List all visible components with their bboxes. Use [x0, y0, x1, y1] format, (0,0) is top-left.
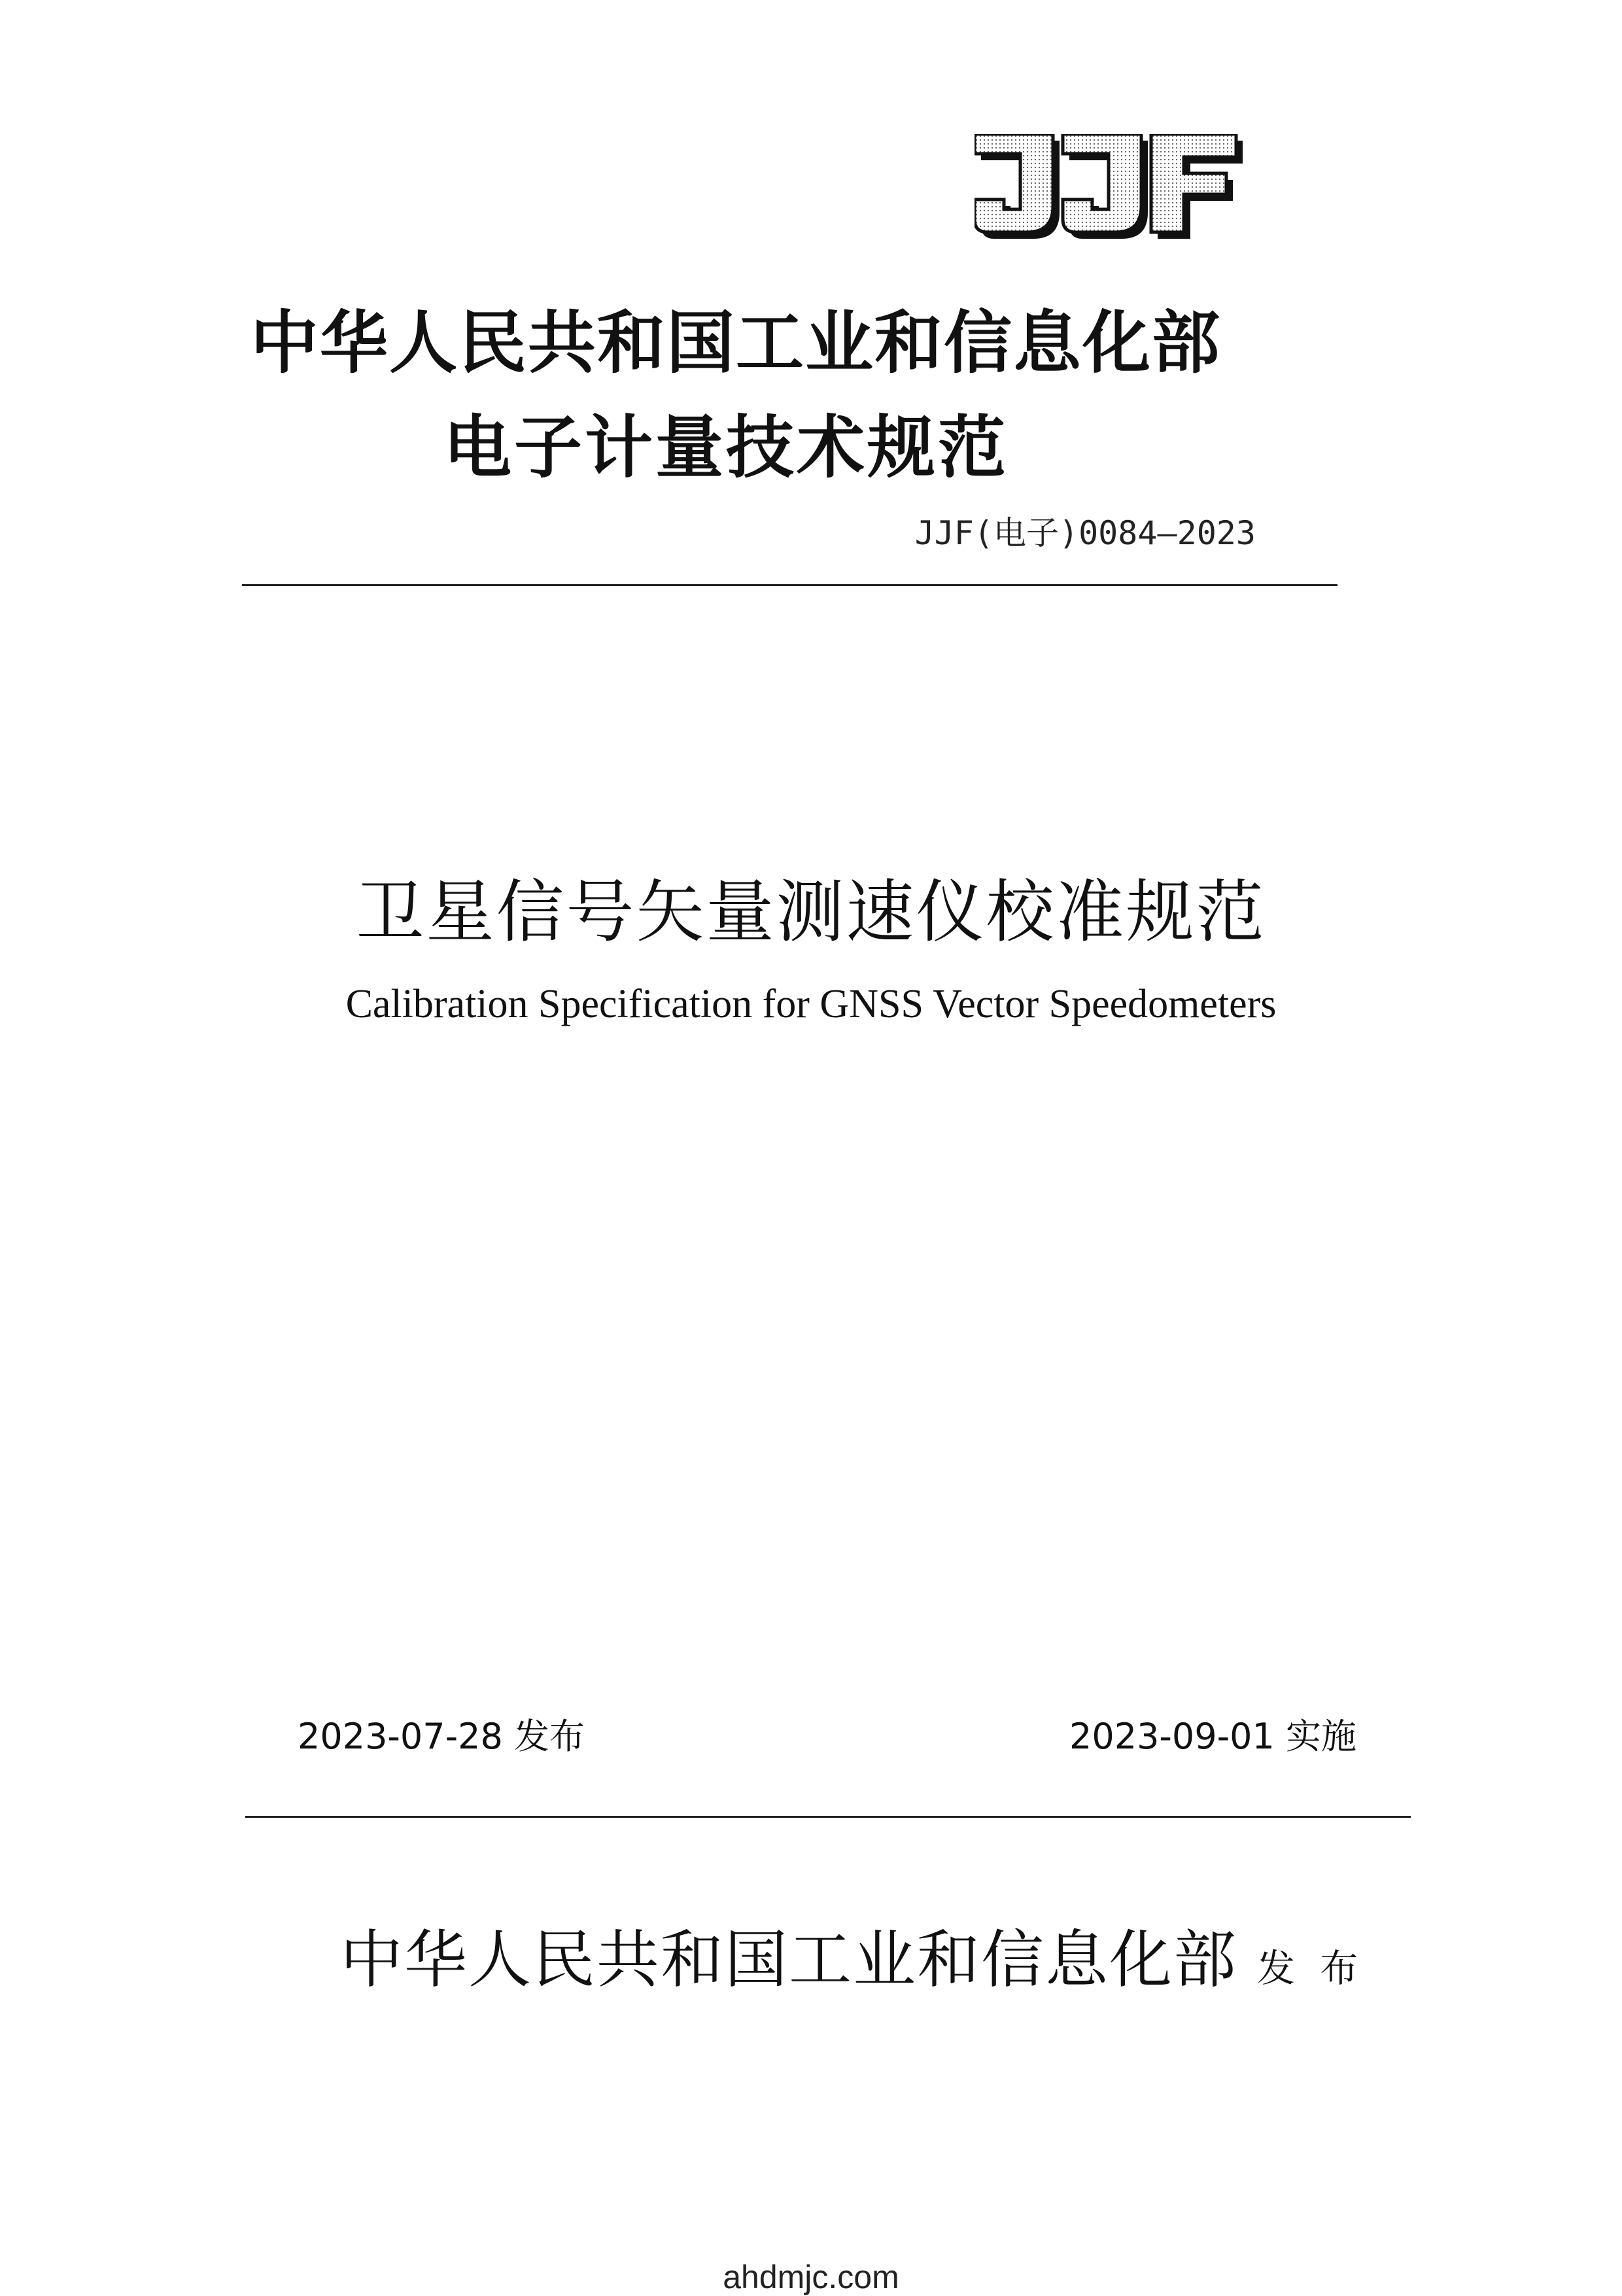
issue-date: 2023-07-28 发布: [298, 1716, 585, 1757]
issuing-authority: 中华人民共和国工业和信息化部: [250, 302, 1221, 383]
site-watermark: ahdmjc.com: [723, 2259, 899, 2295]
publisher-name: 中华人民共和国工业和信息化部: [340, 1923, 1237, 1996]
footer-divider: [245, 1816, 1411, 1818]
publisher-suffix: 发 布: [1257, 1946, 1365, 1991]
effective-date: 2023-09-01 实施: [1069, 1716, 1356, 1757]
jjf-logo-graphic: [975, 134, 1249, 245]
jjf-logo: [975, 134, 1249, 245]
document-title-english: Calibration Specification for GNSS Vector Speedometers: [345, 982, 1277, 1026]
publisher-line: [340, 1910, 1364, 2000]
spec-series-title: 电子计量技术规范: [443, 407, 1009, 487]
header-divider: [242, 584, 1337, 586]
document-title-chinese: 卫星信号矢量测速仪校准规范: [356, 872, 1266, 952]
document-code: JJF(电子)0084—2023: [914, 514, 1256, 552]
